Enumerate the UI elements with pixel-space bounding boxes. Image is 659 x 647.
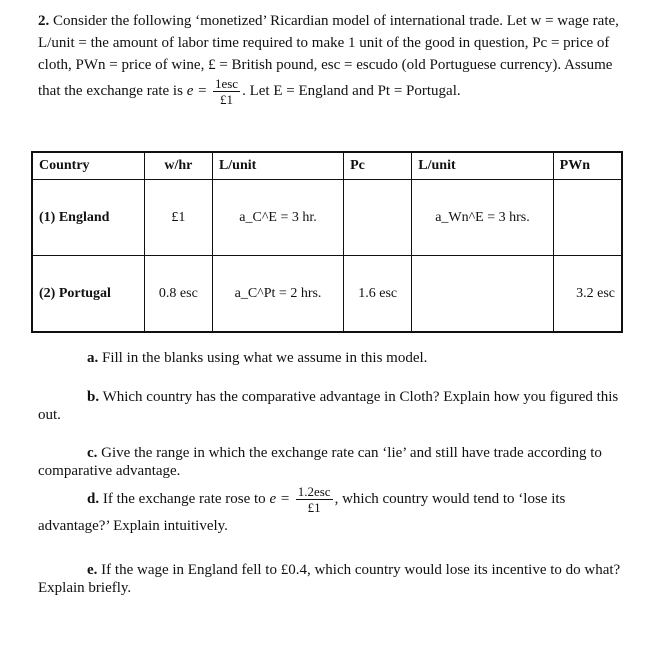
price-cloth-cell: 1.6 esc (344, 256, 412, 333)
question-b (38, 388, 628, 424)
question-d-fraction (296, 484, 333, 515)
question-d-label: d. (87, 490, 100, 507)
question-d-numerator: 1.2esc (297, 484, 331, 499)
intro-text: Consider the following ‘monetized’ Ricardian model of international trade. Let w = wage rate, L/unit = the amount of labor time required to make 1 unit of the good in question, Pc = price of cloth, PWn = price of wine, £ = British pound, esc = escudo (old Portuguese currency). Assume that the exchange rate is (38, 13, 619, 99)
header-price-cloth: Pc (344, 152, 412, 180)
country-cell: (2) Portugal (32, 256, 144, 333)
question-c (38, 444, 628, 480)
exchange-rate-fraction (213, 76, 240, 107)
header-labor-cloth: L/unit (212, 152, 343, 180)
header-country: Country (32, 152, 144, 180)
header-wage: w/hr (144, 152, 212, 180)
header-price-wine: PWn (553, 152, 622, 180)
price-wine-cell (553, 180, 622, 256)
intro-paragraph (38, 10, 628, 107)
trade-table (31, 151, 623, 333)
question-c-label: c. (87, 445, 98, 461)
header-labor-wine: L/unit (412, 152, 553, 180)
table-header-row (32, 152, 622, 180)
wage-cell: 0.8 esc (144, 256, 212, 333)
labor-wine-cell: a_Wn^E = 3 hrs. (412, 180, 553, 256)
exchange-rate-numerator: 1esc (214, 76, 239, 91)
question-d-denominator: £1 (307, 500, 321, 515)
question-b-text: Which country has the comparative advantage in Cloth? Explain how you figured this out. (38, 389, 619, 423)
labor-wine-cell (412, 256, 553, 333)
question-d-post: , which country would tend to ‘lose its advantage?’ Explain intuitively. (38, 490, 566, 534)
problem-intro (38, 10, 628, 107)
question-a-text: Fill in the blanks using what we assume in this model. (102, 350, 428, 366)
price-wine-cell: 3.2 esc (553, 256, 622, 333)
question-d-e-symbol: e = (269, 490, 290, 507)
question-a-label: a. (87, 350, 99, 366)
table-row-england (32, 180, 622, 256)
exchange-rate-denominator: £1 (220, 92, 234, 107)
problem-number: 2. (38, 13, 50, 29)
intro-text-end: . Let E = England and Pt = Portugal. (242, 82, 461, 99)
labor-cloth-cell: a_C^Pt = 2 hrs. (212, 256, 343, 333)
table-row-portugal (32, 256, 622, 333)
question-b-label: b. (87, 389, 100, 405)
country-cell: (1) England (32, 180, 144, 256)
exchange-rate-symbol: e = (186, 82, 208, 99)
question-e (38, 561, 628, 597)
question-d (38, 484, 628, 537)
question-d-pre: If the exchange rate rose to (102, 490, 266, 507)
question-c-text: Give the range in which the exchange rate can ‘lie’ and still have trade according to comparative advantage. (38, 445, 602, 479)
wage-cell: £1 (144, 180, 212, 256)
price-cloth-cell (344, 180, 412, 256)
question-e-label: e. (87, 562, 98, 578)
question-a (38, 349, 628, 367)
question-e-text: If the wage in England fell to £0.4, which country would lose its incentive to do what? Explain briefly. (38, 562, 621, 596)
labor-cloth-cell: a_C^E = 3 hr. (212, 180, 343, 256)
